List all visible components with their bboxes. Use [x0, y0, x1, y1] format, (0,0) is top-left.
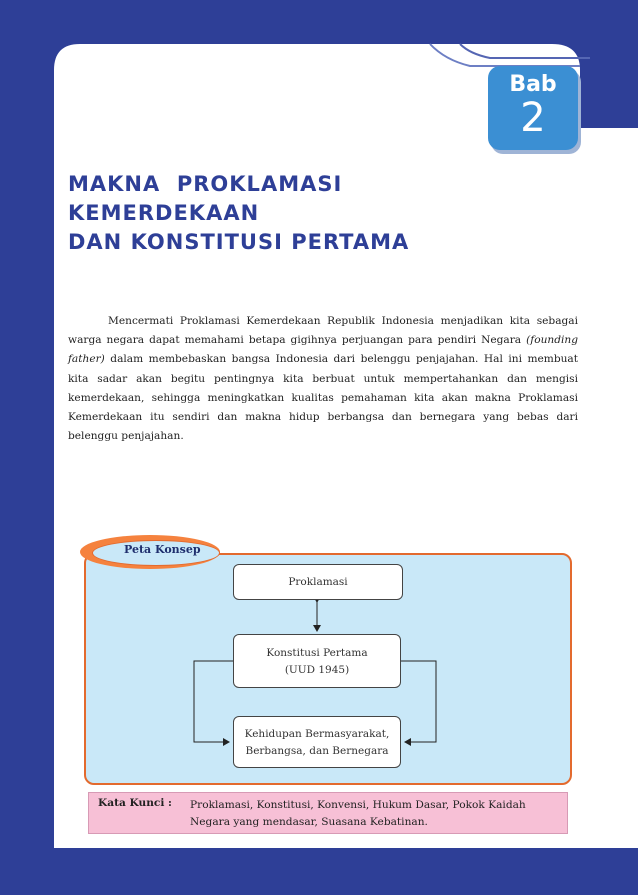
chapter-label: Bab	[509, 72, 557, 97]
node-kehidupan-line-1: Kehidupan Bermasyarakat,	[244, 728, 390, 740]
keywords-label: Kata Kunci :	[98, 797, 172, 809]
title-line-2: KEMERDEKAAN	[68, 201, 260, 225]
node-konstitusi-line-1: Konstitusi Pertama	[266, 647, 368, 659]
title-line-3: DAN KONSTITUSI PERTAMA	[68, 230, 410, 254]
node-konstitusi-pertama	[233, 634, 401, 688]
node-proklamasi-label: Proklamasi	[288, 576, 348, 588]
node-proklamasi	[233, 564, 403, 600]
node-konstitusi-line-2: (UUD 1945)	[284, 664, 350, 676]
chapter-title	[68, 170, 409, 257]
intro-text-before: Mencermati Proklamasi Kemerdekaan Republik Indonesia menjadikan kita sebagai warga negara dapat memahami betapa gigihnya perjuangan para pendiri Negara	[68, 315, 578, 347]
chapter-badge	[488, 66, 578, 150]
node-kehidupan-line-2: Berbangsa, dan Bernegara	[245, 745, 389, 757]
intro-paragraph	[68, 312, 578, 446]
keywords-text: Proklamasi, Konstitusi, Konvensi, Hukum Dasar, Pokok Kaidah Negara yang mendasar, Suasana Kebatinan.	[190, 799, 526, 828]
node-kehidupan	[233, 716, 401, 768]
page-frame-bottom	[0, 848, 638, 895]
intro-emphasis: (founding father)	[68, 334, 578, 366]
concept-map-title: Peta Konsep	[124, 543, 201, 556]
page-frame-side	[0, 60, 54, 895]
title-line-1: MAKNA PROKLAMASI	[68, 172, 343, 196]
intro-text-after: dalam membebaskan bangsa Indonesia dari belenggu penjajahan. Hal ini membuat kita sadar akan begitu pentingnya kita berbuat untuk mempertahankan dan mengisi kemerdekaan, sehingga meningkatkan kualitas pemahaman kita akan makna Proklamasi Kemerdekaan itu sendiri dan makna hidup berbangsa dan bernegara yang bebas dari belenggu penjajahan.	[68, 353, 578, 443]
chapter-number: 2	[520, 95, 546, 141]
